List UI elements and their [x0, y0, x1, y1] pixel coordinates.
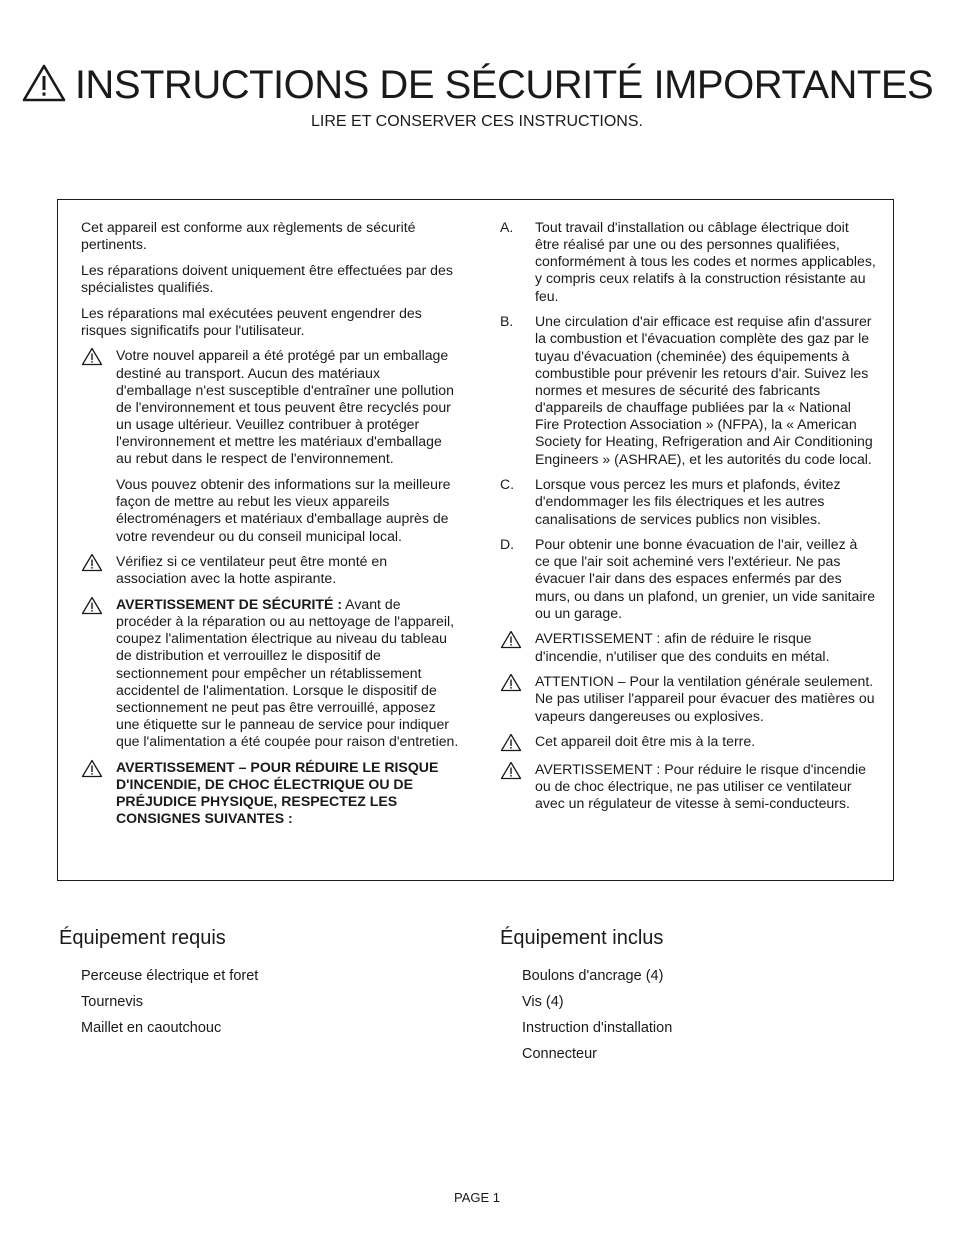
- page-number: PAGE 1: [453, 1190, 500, 1205]
- instruction-item: [500, 476, 876, 527]
- safety-warning-label: AVERTISSEMENT DE SÉCURITÉ :: [116, 595, 343, 612]
- equipment-included-heading: Équipement inclus: [500, 927, 664, 949]
- list-item: Vis (4): [522, 994, 564, 1010]
- metal-duct-warning-text: AVERTISSEMENT : afin de réduire le risque d'incendie, n'utiliser que des conduits en métal.: [535, 630, 830, 664]
- packaging-warning-text: Votre nouvel appareil a été protégé par un emballage destiné au transport. Aucun des matériaux d'emballage n'est susceptible d'entraîner une pollution de l'environnement et tous peuvent être recyclés pour un usage ultérieur. Veuillez contribuer à protéger l'environnement et mettre les matériaux d'emballage au rebut dans le respect de l'environnement.: [116, 347, 454, 467]
- instruction-letter: D.: [500, 536, 515, 553]
- hood-compatibility-warning: [81, 553, 459, 587]
- instruction-letter: A.: [500, 219, 514, 235]
- speed-control-warning: [500, 761, 876, 812]
- list-item: Connecteur: [522, 1046, 597, 1062]
- warning-triangle-icon: [81, 553, 103, 572]
- packaging-warning: [81, 347, 459, 544]
- list-item: Perceuse électrique et foret: [81, 968, 259, 984]
- safety-warning-text: Avant de procéder à la réparation ou au nettoyage de l'appareil, coupez l'alimentation électrique au niveau du tableau de distribution et verrouillez le dispositif de sectionnement pour empêcher un rétablissement accidentel de l'alimentation. Lorsque le dispositif de sectionnement ne peut pas être verrouillé, apposez une étiquette sur le panneau de service pour indiquer que l'alimentation a été coupée pour raison d'entretien.: [116, 595, 459, 750]
- instruction-item: [500, 313, 876, 467]
- instruction-text: Lorsque vous percez les murs et plafonds, évitez d'endommager les fils électriques et les autres canalisations de services publics non visibles.: [535, 476, 841, 527]
- list-item: Maillet en caoutchouc: [81, 1020, 222, 1036]
- warning-triangle-icon: [21, 63, 67, 103]
- warning-triangle-icon: [81, 759, 103, 778]
- warning-triangle-icon: [500, 761, 522, 780]
- instruction-text: Une circulation d'air efficace est requise afin d'assurer la combustion et l'évacuation complète des gaz par le tuyau d'évacuation (cheminée) des équipements à combustible pour prévenir les retours d'air. Suivez les normes et mesures de sécurité des fabricants d'appareils de chauffage publiées par la « National Fire Protection Association » (NFPA), la « American Society for Heating, Refrigeration and Air Conditioning Engineers » (ASHRAE), et les autorités du code local.: [535, 313, 873, 467]
- instruction-item: [500, 536, 876, 622]
- instruction-text: Tout travail d'installation ou câblage électrique doit être réalisé par une ou des personnes qualifiées, conformément à tous les codes et normes applicables, y compris ceux relatifs à la construction résistante au feu.: [535, 219, 876, 304]
- disposal-info-text: Vous pouvez obtenir des informations sur la meilleure façon de mettre au rebut les vieux appareils électroménagers et matériaux d'emballage auprès de votre revendeur ou du conseil municipal local.: [116, 476, 451, 544]
- instruction-letter: B.: [500, 313, 514, 330]
- equipment-required-heading: Équipement requis: [59, 927, 226, 949]
- page-subtitle: LIRE ET CONSERVER CES INSTRUCTIONS.: [311, 113, 643, 130]
- equipment-required-list: [81, 963, 258, 1041]
- instruction-letter: C.: [500, 476, 515, 493]
- list-item: Tournevis: [81, 994, 144, 1010]
- hood-compatibility-text: Vérifiez si ce ventilateur peut être monté en association avec la hotte aspirante.: [116, 553, 388, 587]
- equipment-included-list: [522, 963, 672, 1067]
- grounding-warning-text: Cet appareil doit être mis à la terre.: [535, 733, 756, 750]
- safety-warning: [81, 596, 459, 750]
- ventilation-caution: [500, 673, 876, 724]
- speed-control-warning-text: AVERTISSEMENT : Pour réduire le risque d'incendie ou de choc électrique, ne pas utiliser ce ventilateur avec un régulateur de vitesse à semi-conducteurs.: [535, 760, 866, 812]
- warning-triangle-icon: [81, 347, 103, 366]
- warning-triangle-icon: [500, 733, 522, 752]
- list-item: Instruction d'installation: [522, 1020, 673, 1036]
- warning-triangle-icon: [500, 630, 522, 649]
- list-item: Boulons d'ancrage (4): [522, 968, 664, 984]
- page-title: INSTRUCTIONS DE SÉCURITÉ IMPORTANTES: [74, 63, 934, 107]
- instruction-item: [500, 219, 876, 305]
- risk-paragraph: Les réparations mal exécutées peuvent engendrer des risques significatifs pour l'utilisateur.: [81, 304, 422, 338]
- page-title-row: [0, 62, 954, 108]
- instruction-text: Pour obtenir une bonne évacuation de l'air, veillez à ce que l'air soit acheminé vers l'extérieur. Ne pas évacuer l'air dans des espaces enfermés par des murs, ou dans un plafond, un grenier, un vide sanitaire ou un garage.: [535, 536, 876, 621]
- metal-duct-warning: [500, 630, 876, 664]
- fire-shock-warning: [81, 759, 459, 828]
- ventilation-caution-text: ATTENTION – Pour la ventilation générale seulement. Ne pas utiliser l'appareil pour évacuer des matières ou vapeurs dangereuses ou explosives.: [535, 673, 875, 724]
- safety-left-column: [81, 219, 459, 836]
- warning-triangle-icon: [500, 673, 522, 692]
- fire-shock-warning-text: AVERTISSEMENT – POUR RÉDUIRE LE RISQUE D'INCENDIE, DE CHOC ÉLECTRIQUE OU DE PRÉJUDICE PHYSIQUE, RESPECTEZ LES CONSIGNES SUIVANTES :: [116, 758, 439, 827]
- grounding-warning: [500, 733, 876, 752]
- compliance-paragraph: Cet appareil est conforme aux règlements de sécurité pertinents.: [81, 219, 416, 253]
- repairs-paragraph: Les réparations doivent uniquement être effectuées par des spécialistes qualifiés.: [81, 261, 453, 295]
- warning-triangle-icon: [81, 596, 103, 615]
- safety-right-column: [500, 219, 876, 821]
